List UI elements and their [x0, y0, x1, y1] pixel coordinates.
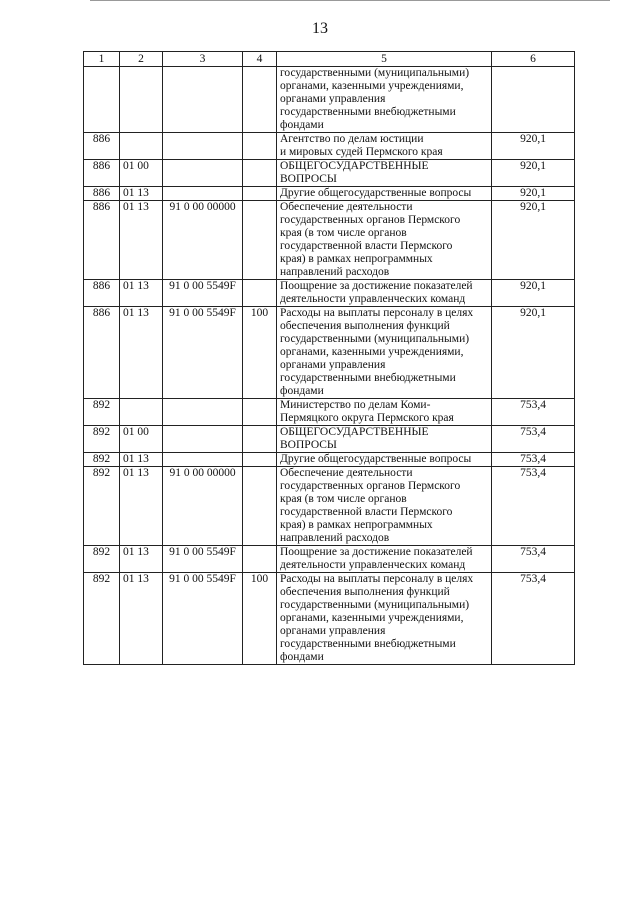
expense-type-code: [243, 467, 277, 546]
expense-type-code: [243, 399, 277, 426]
expense-type-code: [243, 280, 277, 307]
section-code: [120, 280, 163, 307]
table-row: [84, 399, 575, 426]
amount-text: 753,4: [520, 467, 546, 479]
row-description-text: государственными (муниципальными) органами, казенными учреждениями, органами управления государственными внебюджетными фондами: [280, 67, 470, 131]
expense-type-code: [243, 573, 277, 665]
row-description: [277, 201, 492, 280]
section-code: [120, 160, 163, 187]
amount: [492, 67, 575, 133]
ministry-code: [84, 546, 120, 573]
ministry-code: [84, 201, 120, 280]
column-header: 2: [120, 52, 163, 67]
target-article-code: [163, 133, 243, 160]
target-article-code: [163, 187, 243, 201]
row-description: [277, 453, 492, 467]
expense-type-code: [243, 201, 277, 280]
row-description: [277, 467, 492, 546]
target-article-code: [163, 399, 243, 426]
row-description-text: Министерство по делам Коми- Пермяцкого округа Пермского края: [280, 399, 454, 424]
ministry-code-text: 886: [92, 187, 111, 199]
amount: [492, 307, 575, 399]
target-article-code-text: 91 0 00 00000: [169, 467, 236, 479]
target-article-code: [163, 546, 243, 573]
table-row: [84, 467, 575, 546]
row-description: [277, 546, 492, 573]
section-code: [120, 133, 163, 160]
row-description: [277, 160, 492, 187]
table-row: [84, 201, 575, 280]
section-code: [120, 399, 163, 426]
amount-text: 753,4: [520, 546, 546, 558]
ministry-code-text: 892: [92, 399, 111, 411]
table-row: [84, 307, 575, 399]
ministry-code: [84, 573, 120, 665]
ministry-code: [84, 160, 120, 187]
target-article-code-text: 91 0 00 5549F: [169, 307, 236, 319]
target-article-code: [163, 467, 243, 546]
row-description: [277, 133, 492, 160]
amount-text: 920,1: [520, 187, 546, 199]
ministry-code: [84, 453, 120, 467]
table-row: [84, 280, 575, 307]
section-code: [120, 67, 163, 133]
row-description: [277, 307, 492, 399]
expense-type-code: [243, 133, 277, 160]
section-code-text: 01 13: [123, 280, 149, 292]
ministry-code-text: 886: [92, 280, 111, 292]
ministry-code-text: 892: [92, 453, 111, 465]
amount: [492, 399, 575, 426]
ministry-code-text: 886: [92, 133, 111, 145]
amount-text: 753,4: [520, 399, 546, 411]
target-article-code: [163, 426, 243, 453]
row-description: [277, 573, 492, 665]
row-description-text: Другие общегосударственные вопросы: [280, 187, 472, 199]
target-article-code: [163, 67, 243, 133]
section-code-text: 01 00: [123, 160, 149, 172]
expense-type-code: [243, 307, 277, 399]
ministry-code: [84, 280, 120, 307]
section-code: [120, 201, 163, 280]
row-description: [277, 187, 492, 201]
row-description-text: Расходы на выплаты персоналу в целях обеспечения выполнения функций государственными (муниципальными) органами, казенными учреждениями, органами управления государственными внебюджетными фондами: [280, 573, 474, 663]
amount: [492, 573, 575, 665]
table-row: [84, 133, 575, 160]
amount-text: 753,4: [520, 426, 546, 438]
table-row: [84, 546, 575, 573]
column-header: 3: [163, 52, 243, 67]
section-code-text: 01 13: [123, 467, 149, 479]
ministry-code-text: 886: [92, 201, 111, 213]
section-code: [120, 453, 163, 467]
row-description-text: Обеспечение деятельности государственных органов Пермского края (в том числе органов государственной власти Пермского края) в рамках непрограммных направлений расходов: [280, 467, 461, 544]
ministry-code-text: 886: [92, 307, 111, 319]
row-description-text: Обеспечение деятельности государственных органов Пермского края (в том числе органов государственной власти Пермского края) в рамках непрограммных направлений расходов: [280, 201, 461, 278]
expense-type-code-text: 100: [250, 573, 269, 585]
table-body: [84, 67, 575, 665]
table-row: [84, 426, 575, 453]
section-code-text: 01 13: [123, 187, 149, 199]
ministry-code-text: 892: [92, 546, 111, 558]
target-article-code: [163, 573, 243, 665]
row-description: [277, 399, 492, 426]
row-description-text: Поощрение за достижение показателей деятельности управленческих команд: [280, 280, 473, 305]
expense-type-code: [243, 160, 277, 187]
expense-type-code: [243, 187, 277, 201]
amount-text: 753,4: [520, 573, 546, 585]
ministry-code: [84, 133, 120, 160]
amount: [492, 133, 575, 160]
ministry-code: [84, 187, 120, 201]
column-header: 6: [492, 52, 575, 67]
expense-type-code-text: 100: [250, 307, 269, 319]
target-article-code: [163, 307, 243, 399]
expense-type-code: [243, 426, 277, 453]
section-code: [120, 187, 163, 201]
row-description-text: Поощрение за достижение показателей деятельности управленческих команд: [280, 546, 473, 571]
section-code: [120, 546, 163, 573]
amount: [492, 160, 575, 187]
ministry-code-text: 892: [92, 467, 111, 479]
amount: [492, 187, 575, 201]
amount: [492, 280, 575, 307]
row-description-text: Расходы на выплаты персоналу в целях обеспечения выполнения функций государственными (муниципальными) органами, казенными учреждениями, органами управления государственными внебюджетными фондами: [280, 307, 474, 397]
section-code: [120, 307, 163, 399]
expense-type-code: [243, 546, 277, 573]
expense-type-code: [243, 453, 277, 467]
row-description-text: ОБЩЕГОСУДАРСТВЕННЫЕ ВОПРОСЫ: [280, 426, 429, 451]
amount: [492, 201, 575, 280]
amount-text: 920,1: [520, 280, 546, 292]
amount-text: 920,1: [520, 133, 546, 145]
page-number: 13: [312, 20, 328, 37]
ministry-code: [84, 67, 120, 133]
target-article-code-text: 91 0 00 5549F: [169, 546, 236, 558]
row-description: [277, 280, 492, 307]
amount: [492, 453, 575, 467]
amount-text: 920,1: [520, 160, 546, 172]
amount-text: 920,1: [520, 307, 546, 319]
table-row: [84, 573, 575, 665]
section-code-text: 01 00: [123, 426, 149, 438]
section-code: [120, 467, 163, 546]
row-description-text: Другие общегосударственные вопросы: [280, 453, 472, 465]
amount-text: 753,4: [520, 453, 546, 465]
target-article-code: [163, 280, 243, 307]
table-row: [84, 67, 575, 133]
row-description: [277, 67, 492, 133]
table-row: [84, 160, 575, 187]
target-article-code: [163, 453, 243, 467]
table-row: [84, 187, 575, 201]
target-article-code: [163, 201, 243, 280]
column-header: 5: [277, 52, 492, 67]
budget-table: [83, 51, 575, 665]
amount: [492, 467, 575, 546]
section-code-text: 01 13: [123, 546, 149, 558]
target-article-code-text: 91 0 00 5549F: [169, 573, 236, 585]
table-header-row: [84, 52, 575, 67]
row-description-text: ОБЩЕГОСУДАРСТВЕННЫЕ ВОПРОСЫ: [280, 160, 429, 185]
section-code: [120, 573, 163, 665]
section-code: [120, 426, 163, 453]
ministry-code-text: 886: [92, 160, 111, 172]
row-description-text: Агентство по делам юстиции и мировых судей Пермского края: [280, 133, 443, 158]
table-row: [84, 453, 575, 467]
section-code-text: 01 13: [123, 573, 149, 585]
target-article-code-text: 91 0 00 5549F: [169, 280, 236, 292]
amount: [492, 426, 575, 453]
section-code-text: 01 13: [123, 453, 149, 465]
ministry-code: [84, 399, 120, 426]
column-header: 4: [243, 52, 277, 67]
row-description: [277, 426, 492, 453]
section-code-text: 01 13: [123, 201, 149, 213]
ministry-code-text: 892: [92, 573, 111, 585]
expense-type-code: [243, 67, 277, 133]
ministry-code: [84, 307, 120, 399]
amount-text: 920,1: [520, 201, 546, 213]
ministry-code: [84, 426, 120, 453]
ministry-code-text: 892: [92, 426, 111, 438]
top-scan-rule: [90, 0, 610, 1]
target-article-code-text: 91 0 00 00000: [169, 201, 236, 213]
target-article-code: [163, 160, 243, 187]
column-header: 1: [84, 52, 120, 67]
section-code-text: 01 13: [123, 307, 149, 319]
amount: [492, 546, 575, 573]
ministry-code: [84, 467, 120, 546]
